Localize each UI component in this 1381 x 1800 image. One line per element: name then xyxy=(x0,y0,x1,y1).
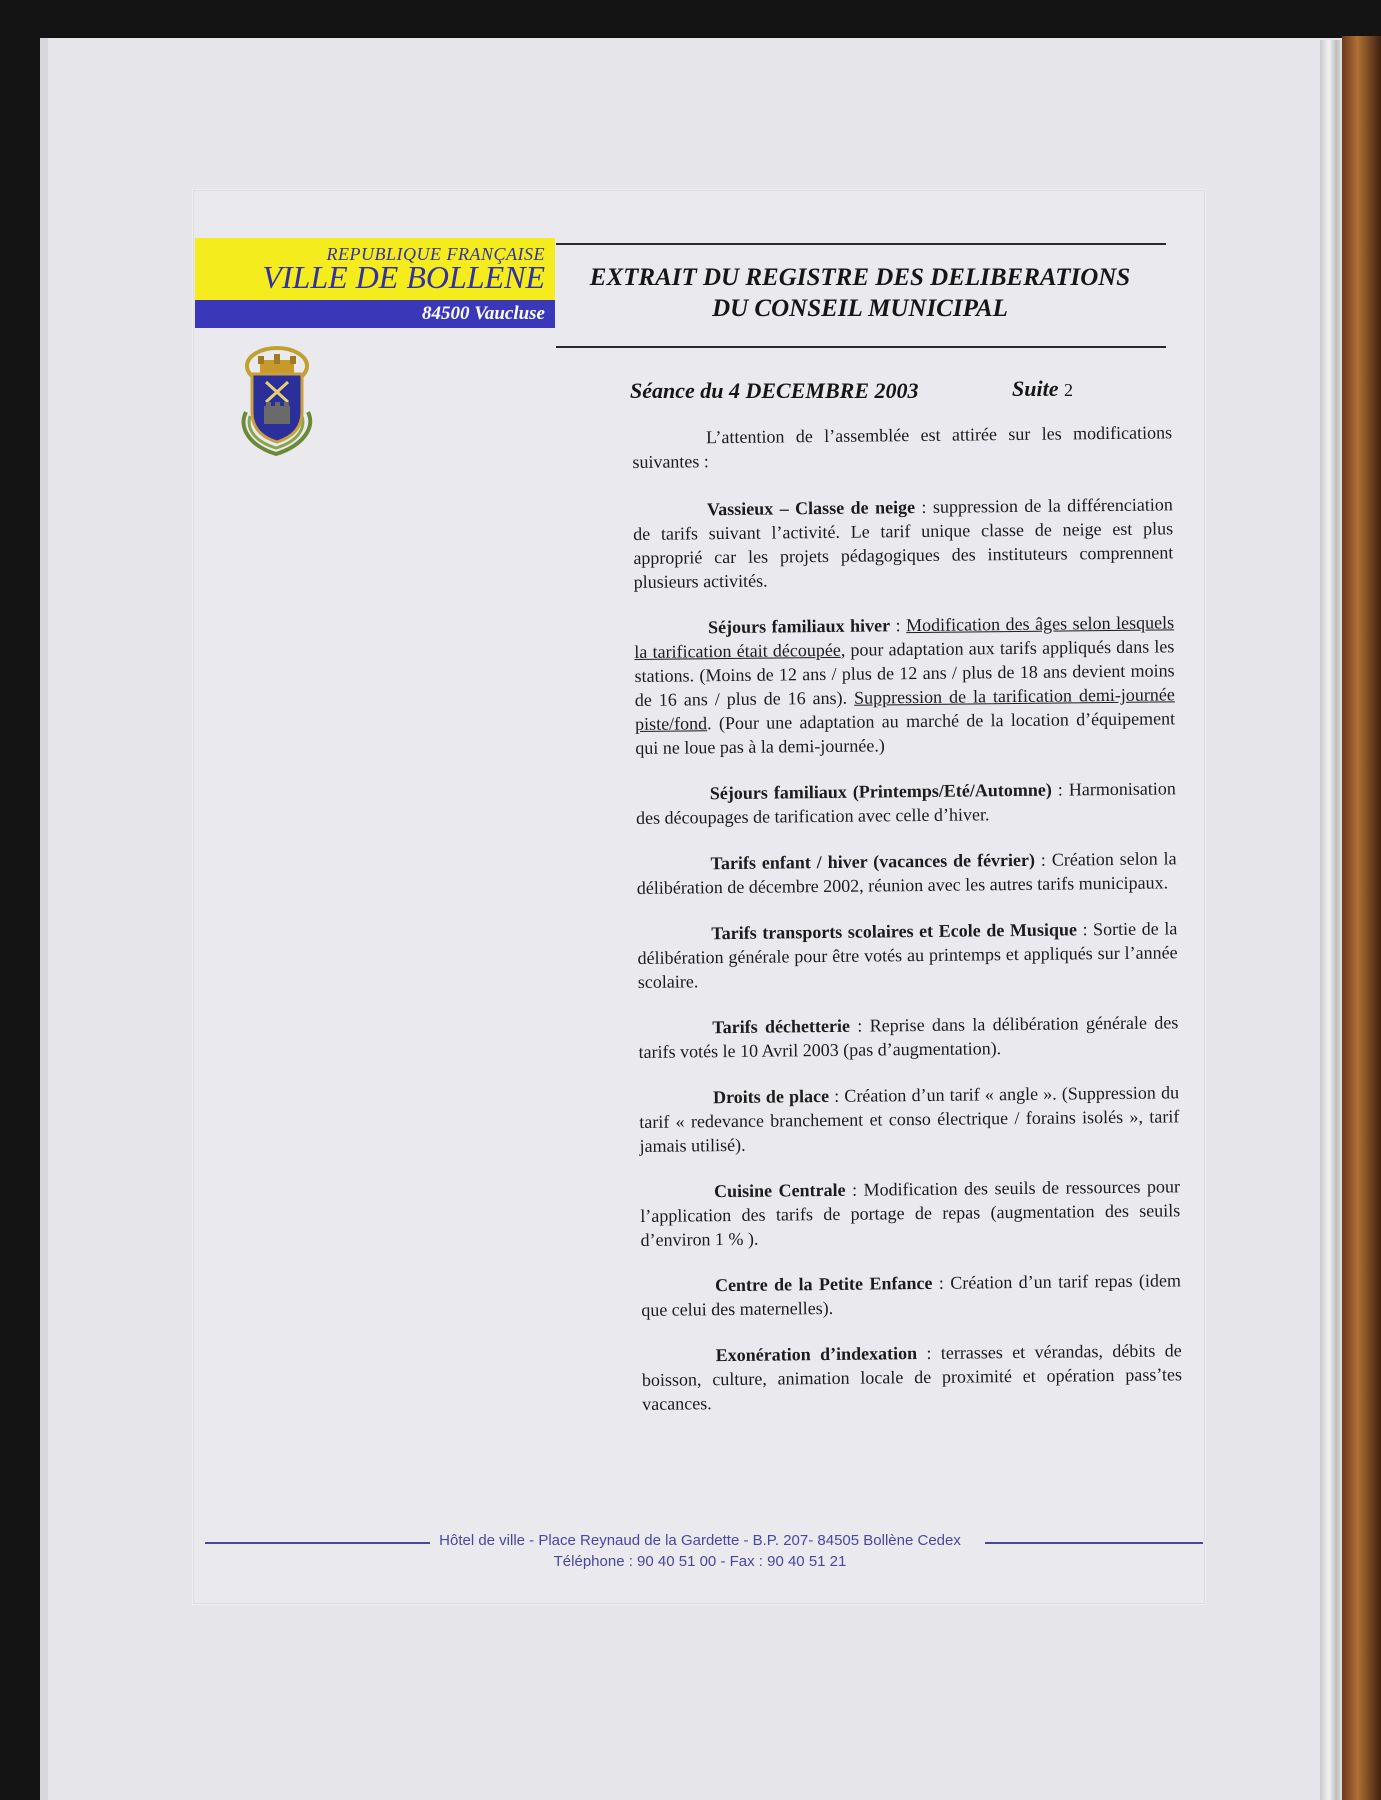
footer-line-1: Hôtel de ville - Place Reynaud de la Gardette - B.P. 207- 84505 Bollène Cedex xyxy=(439,1532,961,1549)
paragraph-sejours-printemps xyxy=(636,776,1176,830)
title-bottom-rule xyxy=(556,346,1166,348)
text-transports-musique: : Sortie de la délibération générale pour être votés au printemps et appliqués sur l’année scolaire. xyxy=(637,918,1178,992)
heading-sejours-hiver: Séjours familiaux hiver xyxy=(708,615,891,638)
text-exoneration: : terrasses et vérandas, débits de boisson, culture, animation locale de proximité et opération pass’tes vacances. xyxy=(641,1340,1183,1414)
text-tarifs-enfant: : Création selon la délibération de décembre 2002, réunion avec les autres tarifs municipaux. xyxy=(636,848,1177,898)
paragraph-tarifs-enfant xyxy=(636,846,1176,900)
title-line-2: DU CONSEIL MUNICIPAL xyxy=(712,295,1008,322)
underline-sejours-hiver-b: Suppression de la tarification demi-journée piste/fond xyxy=(635,684,1175,734)
heading-droits-place: Droits de place xyxy=(712,1085,830,1108)
intro-paragraph: L’attention de l’assemblée est attirée sur les modifications suivantes : xyxy=(632,422,1173,472)
heading-exoneration: Exonération d’indexation xyxy=(715,1343,918,1366)
heading-vassieux: Vassieux – Classe de neige xyxy=(706,497,916,520)
paragraph-sejours-hiver xyxy=(634,610,1175,760)
paragraph-cuisine-centrale xyxy=(640,1174,1181,1252)
binder-tab xyxy=(1342,36,1381,1800)
paragraph-transports-musique xyxy=(637,916,1178,994)
session-date: Séance du 4 DECEMBRE 2003 xyxy=(630,378,919,403)
heading-dechetterie: Tarifs déchetterie xyxy=(712,1015,851,1038)
document-title xyxy=(560,262,1160,324)
deliberation-body xyxy=(632,420,1183,1438)
paragraph-exoneration xyxy=(642,1338,1183,1416)
coat-of-arms-icon xyxy=(236,342,318,458)
text-droits-place: : Création d’un tarif « angle ». (Suppression du tarif « redevance branchement et conso électrique / forains isolés », tarif jamais utilisé). xyxy=(639,1082,1180,1156)
underline-sejours-hiver-a: Modification des âges selon lesquels la tarification était découpée xyxy=(634,612,1175,662)
suite-text: Suite xyxy=(1012,376,1059,401)
text-sejours-printemps: : Harmonisation des découpages de tarification avec celle d’hiver. xyxy=(636,778,1176,828)
title-line-1: EXTRAIT DU REGISTRE DES DELIBERATIONS xyxy=(589,264,1131,291)
heading-tarifs-enfant: Tarifs enfant / hiver (vacances de février) xyxy=(710,849,1036,874)
text-vassieux: : suppression de la différenciation de tarifs suivant l’activité. Le tarif unique classe de neige est plus approprié car les projets pédagogiques des instituteurs comprennent plusieurs activités. xyxy=(633,494,1174,592)
text-dechetterie: : Reprise dans la délibération générale des tarifs votés le 10 Avril 2003 (pas d’augmentation). xyxy=(638,1012,1179,1062)
heading-cuisine-centrale: Cuisine Centrale xyxy=(713,1179,846,1202)
heading-sejours-printemps: Séjours familiaux (Printemps/Eté/Automne) xyxy=(709,779,1052,804)
republic-label: REPUBLIQUE FRANÇAISE xyxy=(326,244,545,264)
department-label: 84500 Vaucluse xyxy=(195,300,555,328)
paragraph-vassieux xyxy=(633,492,1174,594)
suite-label xyxy=(1012,376,1073,402)
footer-rule-right xyxy=(985,1542,1203,1544)
letterhead-band xyxy=(195,238,555,328)
heading-transports-musique: Tarifs transports scolaires et Ecole de Musique xyxy=(711,919,1078,944)
city-name: VILLE DE BOLLENE xyxy=(262,259,545,295)
footer-line-2: Téléphone : 90 40 51 00 - Fax : 90 40 51 21 xyxy=(553,1553,847,1570)
text-petite-enfance: : Création d’un tarif repas (idem que celui des maternelles). xyxy=(641,1270,1182,1320)
title-top-rule xyxy=(556,243,1166,245)
footer-rule-left xyxy=(205,1542,430,1544)
footer-address xyxy=(420,1530,980,1572)
text-sejours-hiver-c: . (Pour une adaptation au marché de la location d’équipement qui ne loue pas à la demi-journée.) xyxy=(635,708,1176,758)
heading-petite-enfance: Centre de la Petite Enfance xyxy=(714,1272,933,1296)
paragraph-droits-place xyxy=(639,1080,1180,1158)
text-sejours-hiver-a: : xyxy=(889,615,907,636)
text-sejours-hiver-b: , pour adaptation aux tarifs appliqués dans les stations. (Moins de 12 ans / plus de 12 ans / plus de 18 ans devient moins de 16 ans / plus de 16 ans). xyxy=(634,636,1175,710)
suite-number: 2 xyxy=(1063,380,1073,400)
text-cuisine-centrale: : Modification des seuils de ressources pour l’application des tarifs de portage de repas (augmentation des seuils d’environ 1 % ). xyxy=(640,1176,1181,1250)
paragraph-dechetterie xyxy=(638,1010,1178,1064)
letterhead-yellow xyxy=(195,238,555,300)
paragraph-petite-enfance xyxy=(641,1268,1181,1322)
